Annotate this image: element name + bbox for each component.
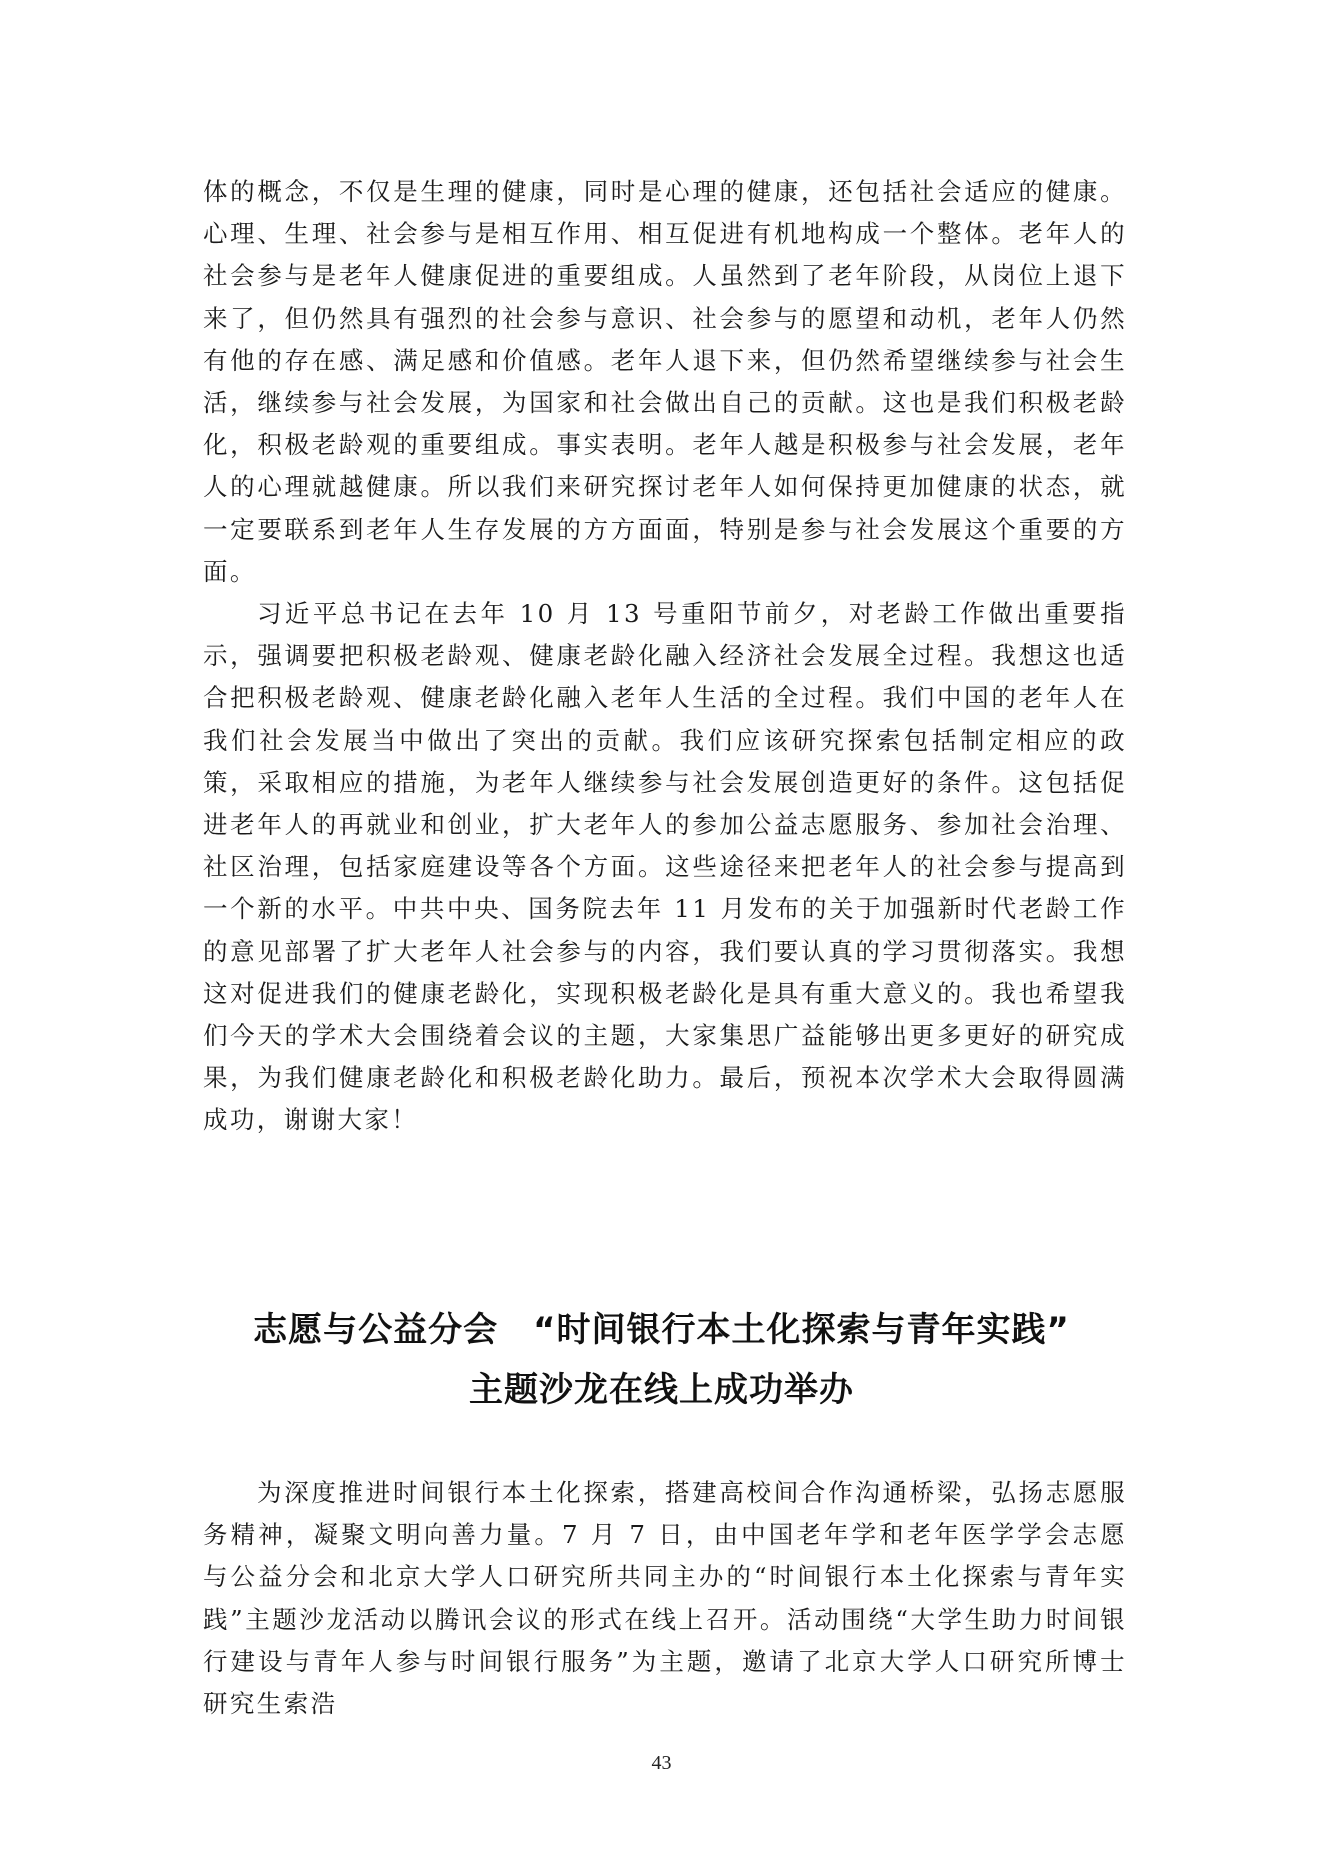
paragraph-continuation: 体的概念，不仅是生理的健康，同时是心理的健康，还包括社会适应的健康。心理、生理、社会参与是相互作用、相互促进有机地构成一个整体。老年人的社会参与是老年人健康促进的重要组成。人虽然到了老年阶段，从岗位上退下来了，但仍然具有强烈的社会参与意识、社会参与的愿望和动机，老年人仍然有他的存在感、满足感和价值感。老年人退下来，但仍然希望继续参与社会生活，继续参与社会发展，为国家和社会做出自己的贡献。这也是我们积极老龄化，积极老龄观的重要组成。事实表明。老年人越是积极参与社会发展，老年人的心理就越健康。所以我们来研究探讨老年人如何保持更加健康的状态，就一定要联系到老年人生存发展的方方面面，特别是参与社会发展这个重要的方面。 (203, 177, 1127, 586)
paragraph-xi-instruction: 习近平总书记在去年 10 月 13 号重阳节前夕，对老龄工作做出重要指示，强调要把积极老龄观、健康老龄化融入经济社会发展全过程。我想这也适合把积极老龄观、健康老龄化融入老年人生活的全过程。我们中国的老年人在我们社会发展当中做出了突出的贡献。我们应该研究探索包括制定相应的政策，采取相应的措施，为老年人继续参与社会发展创造更好的条件。这包括促进老年人的再就业和创业，扩大老年人的参加公益志愿服务、参加社会治理、社区治理，包括家庭建设等各个方面。这些途径来把老年人的社会参与提高到一个新的水平。中共中央、国务院去年 11 月发布的关于加强新时代老龄工作的意见部署了扩大老年人社会参与的内容，我们要认真的学习贯彻落实。我想这对促进我们的健康老龄化，实现积极老龄化是具有重大意义的。我也希望我们今天的学术大会围绕着会议的主题，大家集思广益能够出更多更好的研究成果，为我们健康老龄化和积极老龄化助力。最后，预祝本次学术大会取得圆满成功，谢谢大家！ (203, 599, 1127, 1135)
page-number: 43 (651, 1752, 672, 1774)
article-text-block (203, 1472, 1127, 1725)
speech-text-block (203, 171, 1127, 1142)
paragraph-article-intro: 为深度推进时间银行本土化探索，搭建高校间合作沟通桥梁，弘扬志愿服务精神，凝聚文明向善力量。7 月 7 日，由中国老年学和老年医学学会志愿与公益分会和北京大学人口研究所共同主办的“时间银行本土化探索与青年实践”主题沙龙活动以腾讯会议的形式在线上召开。活动围绕“大学生助力时间银行建设与青年人参与时间银行服务”为主题，邀请了北京大学人口研究所博士研究生索浩 (203, 1478, 1127, 1719)
article-title-line2: 主题沙龙在线上成功举办 (469, 1370, 854, 1410)
article-title-line1: 志愿与公益分会 “时间银行本土化探索与青年实践” (253, 1310, 1070, 1350)
